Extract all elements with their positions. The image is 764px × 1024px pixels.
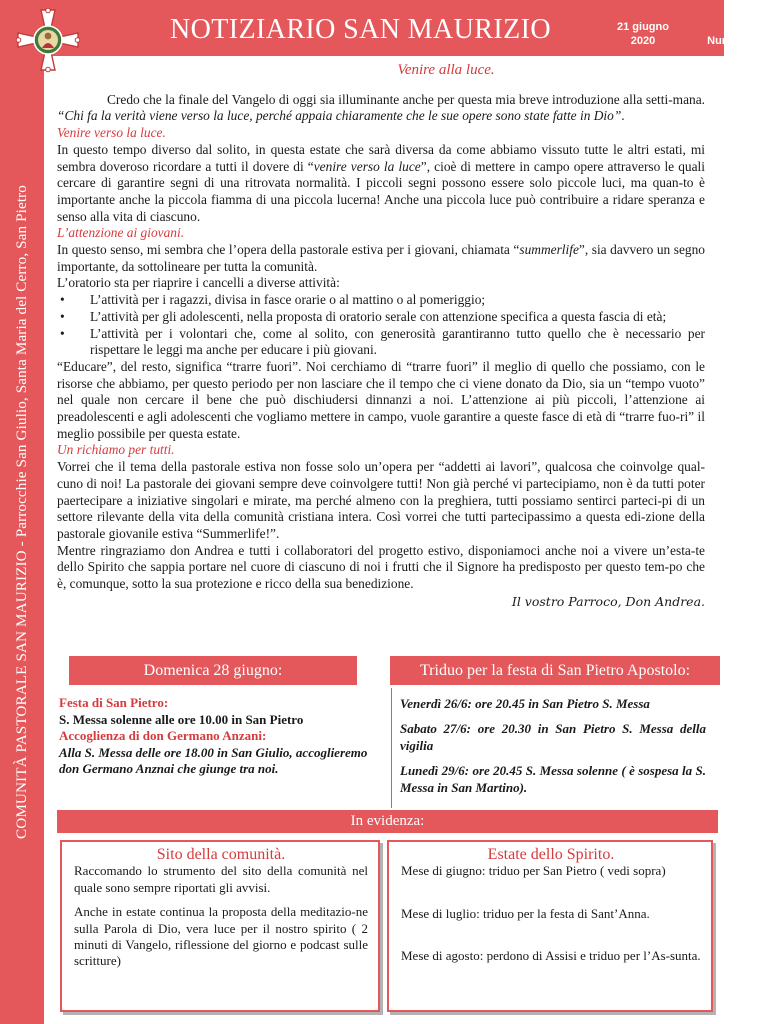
estate-card-item: Mese di agosto: perdono di Assisi e triduo per l’As-sunta. <box>401 948 701 964</box>
article-intro-end: . <box>621 108 625 124</box>
article-paragraph <box>57 242 705 275</box>
estate-card <box>387 840 713 1012</box>
header-band <box>44 0 764 56</box>
list-item: • L’attività per gli adolescenti, nella proposta di oratorio serale con attenzione specifica a questa fascia di età; <box>57 309 705 326</box>
article-paragraph-text: ”, cioè di mettere in campo opere attraverso le quali cercare di garantire segni di una ritrovata normalità. I piccoli segni possono essere solo piccole luci, ma quan-to è importante anche la piccola fiamma di una piccola lucerna! Anche una piccola luce può contribuire a ridare speranza e senso alla vita di ciascuno. <box>57 158 706 224</box>
sidebar-community-text: COMUNITÀ PASTORALE SAN MAURIZIO - Parrocchie San Giulio, Santa Maria del Cerro, San Pietro <box>13 185 30 839</box>
article-paragraph <box>57 142 705 226</box>
article-paragraph-emphasis: venire verso la luce <box>313 158 421 174</box>
article-paragraph-text: In questo senso, mi sembra che l’opera della pastorale estiva per i giovani, chiamata “ <box>57 242 520 258</box>
estate-card-item: Mese di giugno: triduo per San Pietro ( vedi sopra) <box>401 863 666 879</box>
article-subheading: Venire verso la luce. <box>57 125 166 141</box>
main-article <box>57 62 705 611</box>
article-intro-quote: “Chi fa la verità viene verso la luce, perché appaia chiaramente che le sue opere sono state fatte in Dio” <box>57 108 622 124</box>
article-paragraph: Mentre ringraziamo don Andrea e tutti i collaboratori del progetto estivo, disponiamoci anche noi a vivere un’esta-te dello Spirito che sappia portare nel cuore di ciascuno di noi i frutti che il Signore ha predisposto per questo tem-po che è, comunque, sotto la sua protezione e ricco della sua benedizione. <box>57 542 705 592</box>
triduo-header: Triduo per la festa di San Pietro Apostolo: <box>390 656 720 685</box>
column-divider <box>391 688 392 808</box>
article-subheading: L’attenzione ai giovani. <box>57 225 185 241</box>
domenica-subheading: Accoglienza di don Germano Anzani: <box>59 728 267 744</box>
article-paragraph-text: In questo tempo diverso dal solito, in questa estate che sarà diversa da come abbiamo vissuto tutte le altri estati, mi sembra doveroso ricordare a tutti il dovere di “ <box>57 141 705 174</box>
triduo-item: Venerdì 26/6: ore 20.45 in San Pietro S. Messa <box>400 696 650 711</box>
activity-list <box>57 292 705 359</box>
issue-date-year: 2020 <box>630 35 656 47</box>
article-intro-text: Credo che la finale del Vangelo di oggi sia illuminante anche per questa mia breve introduzione alla setti-mana. <box>107 91 705 107</box>
triduo-item: Lunedì 29/6: ore 20.45 S. Messa solenne ( è sospesa la S. Messa in San Martino). <box>400 763 706 795</box>
article-paragraph: “Educare”, del resto, significa “trarre fuori”. Noi cerchiamo di “trarre fuori” il meglio di quello che possiamo, con le risorse che abbiamo, per questo periodo per non lasciare che il tempo che ci viene donato da Dio, sia un “tempo vuoto” nel quale non cercare il bene che può dischiudersi dinnanzi a noi. L’attenzione ai più piccoli, l’attenzione ai preadolescenti e agli adolescenti che vogliamo mettere in campo, vuole garantire a queste fasce di età di “trarre fuo-ri” il meglio possibile per questa estate. <box>57 358 705 441</box>
evidenza-header: In evidenza: <box>57 810 718 833</box>
triduo-item: Sabato 27/6: ore 20.30 in San Pietro S. Messa della vigilia <box>400 721 706 753</box>
article-subheading: Un richiamo per tutti. <box>57 442 175 458</box>
domenica-line: Alla S. Messa delle ore 18.00 in San Giulio, accoglieremo don Germano Anznai che giunge tra noi. <box>59 744 368 777</box>
article-paragraph-emphasis: summerlife <box>519 242 579 258</box>
article-paragraph: Vorrei che il tema della pastorale estiva non fosse solo un’opera per “addetti ai lavori”, qualcosa che coinvolge qual-cuno di noi! La pastorale dei giovani sempre deve coinvolgere tutti! Non già perché vi partecipiamo, non è da tutti poter paertecipare a iniziative singolari e mirate, ma perché almeno con la preghiera, tutti possiamo sentirci parteci-pi di un settore rilevante della vita della comunità cristiana intera. Così vorrei che tutti partecipassimo a questa edi-zione della pastorale giovanile estiva “Summerlife!”. <box>57 459 705 541</box>
domenica-section <box>59 695 384 778</box>
sidebar-text-container <box>0 0 44 1024</box>
sito-card-paragraph: Anche in estate continua la proposta della meditazio-ne sulla Parola di Dio, vera luce per il nostro spirito ( 2 minuti di Vangelo, riflessione del giorno e podcast sulle scritture) <box>74 904 368 969</box>
article-intro <box>57 92 705 125</box>
domenica-line: S. Messa solenne alle ore 10.00 in San Pietro <box>59 711 304 727</box>
issue-number: Numero 41 <box>707 35 764 47</box>
article-paragraph: L’oratorio sta per riaprire i cancelli a diverse attività: <box>57 275 340 291</box>
article-signature: Il vostro Parroco, Don Andrea. <box>511 593 705 609</box>
estate-card-title: Estate dello Spirito. <box>487 846 615 863</box>
issue-year: Anno 1 <box>726 21 764 33</box>
list-item: • L’attività per i ragazzi, divisa in fasce orarie o al mattino o al pomeriggio; <box>57 292 705 309</box>
sito-card-title: Sito della comunità. <box>156 846 286 863</box>
list-item: • L’attività per i volontari che, come al solito, con generosità garantiranno tutto quello che è necessario per rispettare le leggi ma anche per educare i più giovani. <box>57 326 705 359</box>
article-paragraph-text: ”, sia davvero un segno importante, da sottolineare per tutta la comunità. <box>57 242 706 274</box>
estate-card-item: Mese di luglio: triduo per la festa di Sant’Anna. <box>401 905 650 921</box>
issue-number-block <box>684 20 764 48</box>
sito-card <box>60 840 380 1012</box>
newsletter-title: NOTIZIARIO SAN MAURIZIO <box>170 14 551 45</box>
triduo-section <box>400 695 706 796</box>
sito-card-paragraph: Raccomando lo strumento del sito della comunità nel quale sono sempre riportati gli avvisi. <box>74 863 368 895</box>
issue-date-day: 21 giugno <box>617 21 669 33</box>
domenica-header: Domenica 28 giugno: <box>69 656 357 685</box>
article-title: Venire alla luce. <box>397 62 495 78</box>
domenica-subheading: Festa di San Pietro: <box>59 695 169 710</box>
issue-date <box>608 20 678 48</box>
